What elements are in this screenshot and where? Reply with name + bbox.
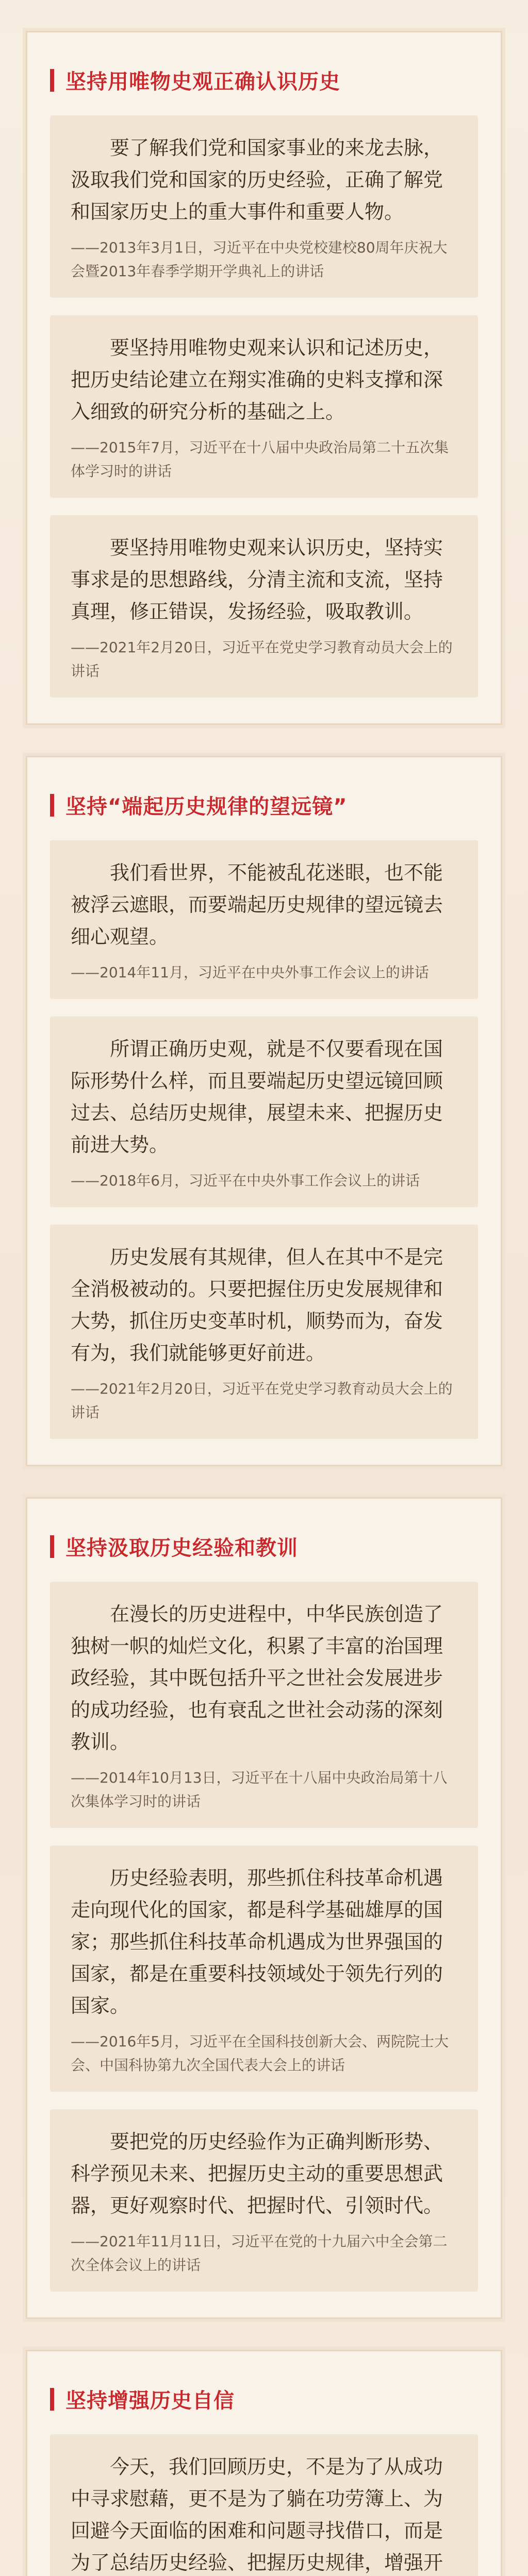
quote-block (50, 515, 478, 698)
quote-block (50, 1225, 478, 1439)
quote-source: ——2021年2月20日，习近平在党史学习教育动员大会上的讲话 (71, 639, 453, 680)
quote-block (50, 315, 478, 498)
section-header (50, 790, 478, 820)
quote-text: 在漫长的历史进程中，中华民族创造了独树一帜的灿烂文化，积累了丰富的治国理政经验，其中既包括升平之世社会发展进步的成功经验，也有衰乱之世社会动荡的深刻教训。 (71, 1603, 443, 1753)
quote-text: 所谓正确历史观，就是不仅要看现在国际形势什么样，而且要端起历史望远镜回顾过去、总结历史规律，展望未来、把握历史前进大势。 (71, 1038, 443, 1156)
quote-text: 要坚持用唯物史观来认识历史，坚持实事求是的思想路线，分清主流和支流，坚持真理，修正错误，发扬经验，吸取教训。 (71, 536, 443, 623)
section-header (50, 2384, 478, 2414)
section-accent-bar (50, 2388, 54, 2411)
quote-source: ——2015年7月，习近平在十八届中央政治局第二十五次集体学习时的讲话 (71, 439, 449, 480)
quote-source: ——2014年11月，习近平在中央外事工作会议上的讲话 (71, 964, 429, 981)
quote-source: ——2016年5月，习近平在全国科技创新大会、两院院士大会、中国科协第九次全国代表大会上的讲话 (71, 2033, 449, 2074)
page (0, 31, 528, 2576)
quote-block (50, 115, 478, 298)
quote-text: 历史发展有其规律，但人在其中不是完全消极被动的。只要把握住历史发展规律和大势，抓住历史变革时机，顺势而为，奋发有为，我们就能够更好前进。 (71, 1246, 443, 1364)
quote-source: ——2021年2月20日，习近平在党史学习教育动员大会上的讲话 (71, 1380, 453, 1421)
section-title: 坚持用唯物史观正确认识历史 (65, 70, 340, 94)
quote-block (50, 840, 478, 999)
section-accent-bar (50, 1535, 54, 1558)
section-4 (26, 2350, 502, 2576)
quote-text: 要坚持用唯物史观来认识和记述历史，把历史结论建立在翔实准确的史料支撑和深入细致的研究分析的基础之上。 (71, 336, 443, 423)
section-title: 坚持汲取历史经验和教训 (65, 1536, 298, 1560)
section-3 (26, 1497, 502, 2319)
section-2 (26, 756, 502, 1466)
quote-block (50, 1845, 478, 2092)
quote-text: 要了解我们党和国家事业的来龙去脉，汲取我们党和国家的历史经验，正确了解党和国家历史上的重大事件和重要人物。 (71, 137, 443, 223)
quote-source: ——2018年6月，习近平在中央外事工作会议上的讲话 (71, 1172, 420, 1189)
quote-text: 我们看世界，不能被乱花迷眼，也不能被浮云遮眼，而要端起历史规律的望远镜去细心观望。 (71, 861, 443, 948)
quote-block (50, 1582, 478, 1828)
quote-text: 要把党的历史经验作为正确判断形势、科学预见未来、把握历史主动的重要思想武器，更好观察时代、把握时代、引领时代。 (71, 2130, 443, 2217)
quote-block (50, 1016, 478, 1207)
section-title: 坚持“端起历史规律的望远镜” (65, 795, 348, 819)
section-title: 坚持增强历史自信 (65, 2389, 235, 2413)
section-1 (26, 31, 502, 725)
section-header (50, 65, 478, 95)
quote-source: ——2021年11月11日，习近平在党的十九届六中全会第二次全体会议上的讲话 (71, 2233, 448, 2274)
quote-text: 历史经验表明，那些抓住科技革命机遇走向现代化的国家，都是科学基础雄厚的国家；那些抓住科技革命机遇成为世界强国的国家，都是在重要科技领域处于领先行列的国家。 (71, 1867, 443, 2017)
section-accent-bar (50, 794, 54, 817)
quote-source: ——2014年10月13日，习近平在十八届中央政治局第十八次集体学习时的讲话 (71, 1769, 448, 1810)
quote-source: ——2013年3月1日，习近平在中央党校建校80周年庆祝大会暨2013年春季学期开学典礼上的讲话 (71, 239, 448, 280)
quote-block (50, 2109, 478, 2292)
section-accent-bar (50, 69, 54, 92)
section-header (50, 1532, 478, 1561)
quote-block (50, 2434, 478, 2576)
quote-text: 今天，我们回顾历史，不是为了从成功中寻求慰藉，更不是为了躺在功劳簿上、为回避今天面临的困难和问题寻找借口，而是为了总结历史经验、把握历史规律，增强开 (71, 2455, 443, 2574)
